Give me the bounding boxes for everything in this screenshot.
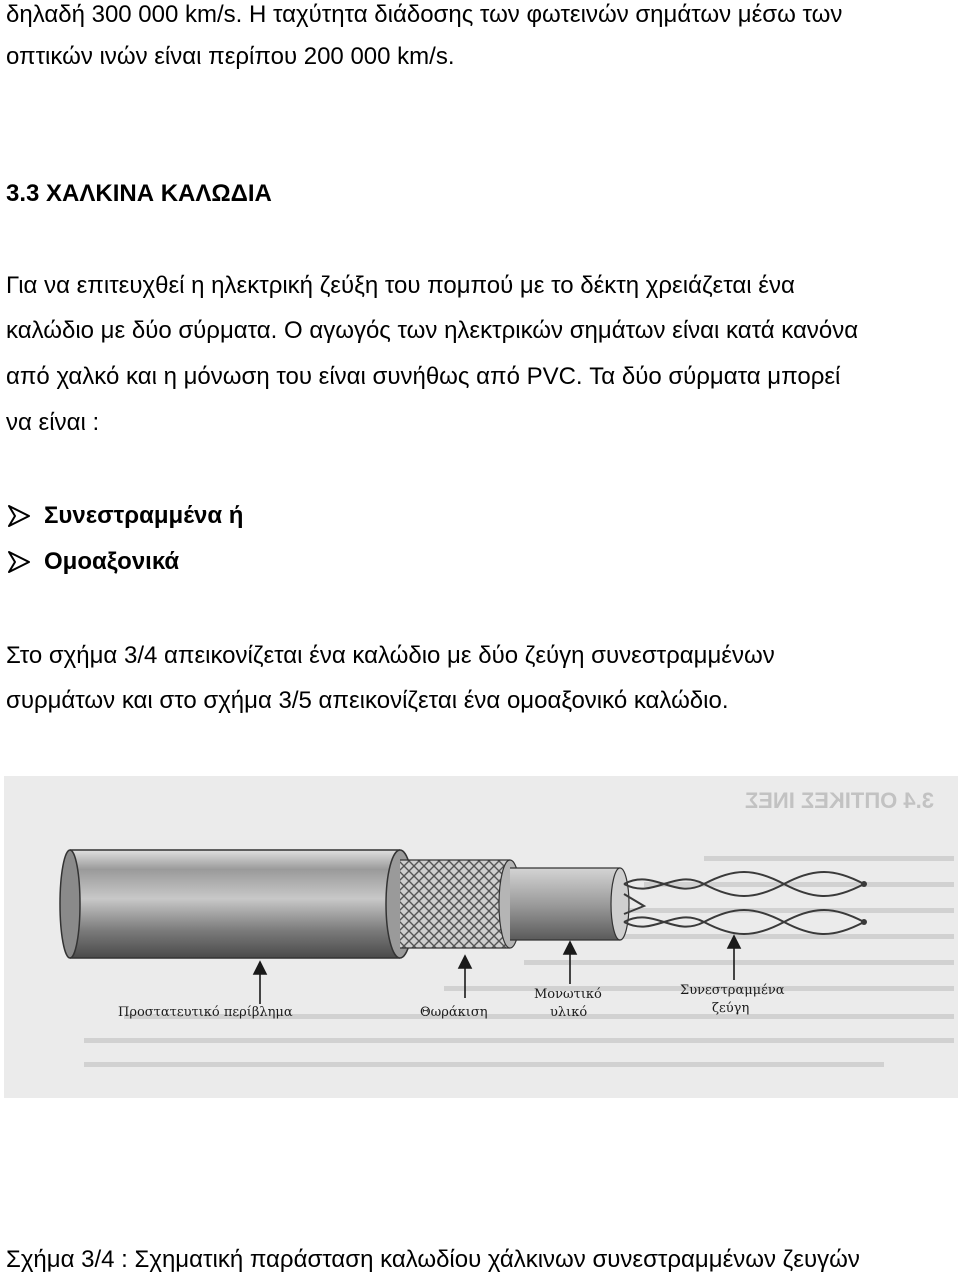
section-heading: 3.3 ΧΑΛΚΙΝΑ ΚΑΛΩΔΙΑ [6,180,272,207]
cable-jacket-end [60,850,80,958]
cable-jacket [70,850,400,958]
cable-shield [400,860,510,948]
label-insulation-line2: υλικό [550,1005,588,1020]
bullet-item-twisted [6,502,243,530]
paragraph1-line-1: Για να επιτευχθεί η ηλεκτρική ζεύξη του πομπού με το δέκτη χρειάζεται ένα [6,272,795,299]
intro-line-2: οπτικών ινών είναι περίπου 200 000 km/s. [6,43,455,70]
bleed-line [84,1038,954,1043]
arrow-bullet-icon [6,503,32,529]
label-twisted-pairs-line1: Συνεστραμμένα [680,983,785,998]
paragraph1-line-2: καλώδιο με δύο σύρματα. Ο αγωγός των ηλεκτρικών σημάτων είναι κατά κανόνα [6,317,859,344]
figure-caption: Σχήμα 3/4 : Σχηματική παράσταση καλωδίου χάλκινων συνεστραμμένων ζευγών [6,1246,860,1273]
cable-figure [4,776,958,1098]
paragraph2-line-1: Στο σχήμα 3/4 απεικονίζεται ένα καλώδιο με δύο ζεύγη συνεστραμμένων [6,642,775,669]
bleed-line [704,856,954,861]
label-insulation-line1: Μονωτικό [534,987,602,1002]
label-shield: Θωράκιση [420,1005,488,1020]
arrow-bullet-icon [6,549,32,575]
insulation-cut-edge [611,868,629,940]
bullet-text: Συνεστραμμένα ή [44,502,244,529]
bullet-text: Ομοαξονικά [44,548,180,575]
label-twisted-pairs-line2: ζεύγη [712,1001,750,1016]
bleed-line [644,882,954,887]
bleed-line [524,960,954,965]
bleed-line [84,1062,884,1067]
intro-line-1: δηλαδή 300 000 km/s. Η ταχύτητα διάδοσης των φωτεινών σημάτων μέσω των [6,1,843,28]
label-protective-jacket: Προστατευτικό περίβλημα [118,1005,293,1020]
bleed-line [604,908,954,913]
paragraph2-line-2: συρμάτων και στο σχήμα 3/5 απεικονίζεται ένα ομοαξονικό καλώδιο. [6,687,729,714]
paragraph1-line-3: από χαλκό και η μόνωση του είναι συνήθως από PVC. Τα δύο σύρματα μπορεί [6,363,841,390]
bullet-item-coaxial [6,548,179,576]
cable-insulation [510,868,620,940]
bleed-heading: 3.4 ΟΠΤΙΚΕΣ ΙΝΕΣ [745,788,934,813]
paragraph1-line-4: να είναι : [6,409,100,436]
